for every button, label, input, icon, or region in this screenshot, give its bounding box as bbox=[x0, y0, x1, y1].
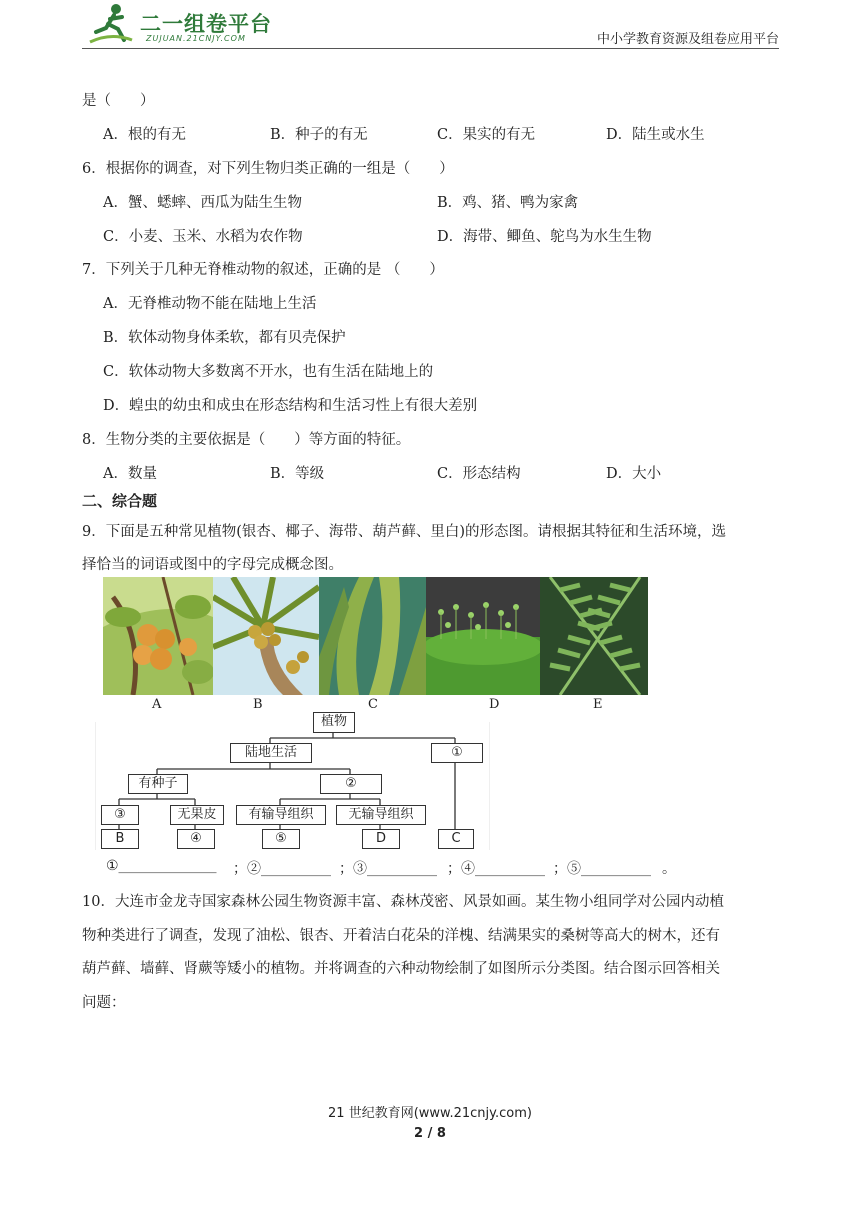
photo-coconut bbox=[213, 577, 319, 695]
photo-label-d: D bbox=[489, 697, 500, 712]
q6-option-b: B．鸡、猪、鸭为家禽 bbox=[437, 195, 579, 211]
q5-option-a: A．根的有无 bbox=[103, 127, 186, 143]
photo-label-b: B bbox=[253, 697, 263, 712]
q10-line2: 物种类进行了调查，发现了油松、银杏、开着洁白花朵的洋槐、结满果实的桑树等高大的树木，还有 bbox=[82, 928, 720, 944]
q7-option-c: C．软体动物大多数离不开水，也有生活在陆地上的 bbox=[103, 364, 434, 380]
node-blank-5: ⑤ bbox=[262, 829, 300, 849]
q7-option-a: A．无脊椎动物不能在陆地上生活 bbox=[103, 296, 317, 312]
blank-5[interactable]: ；⑤__________ bbox=[553, 861, 651, 877]
q9-stem-line2: 择恰当的词语或图中的字母完成概念图。 bbox=[82, 557, 343, 573]
node-land: 陆地生活 bbox=[230, 743, 312, 763]
photo-fern bbox=[540, 577, 648, 695]
photo-kelp bbox=[319, 577, 426, 695]
footer-site: 21 世纪教育网(www.21cnjy.com) bbox=[328, 1106, 532, 1121]
q5-stem-tail: 是（ ） bbox=[82, 93, 155, 109]
page-number: 2 / 8 bbox=[414, 1126, 446, 1141]
node-c: C bbox=[438, 829, 474, 849]
section-heading: 二、综合题 bbox=[82, 492, 158, 510]
node-blank-2: ② bbox=[320, 774, 382, 794]
q10-line1: 10．大连市金龙寺国家森林公园生物资源丰富、森林茂密、风景如画。某生物小组同学对公园内动植 bbox=[82, 894, 724, 910]
node-b: B bbox=[101, 829, 139, 849]
q5-option-c: C．果实的有无 bbox=[437, 127, 536, 143]
node-blank-1: ① bbox=[431, 743, 483, 763]
q8-stem: 8．生物分类的主要依据是（ ）等方面的特征。 bbox=[82, 432, 411, 448]
node-d: D bbox=[362, 829, 400, 849]
blank-1[interactable]: ①______________ bbox=[106, 858, 217, 874]
photo-moss bbox=[426, 577, 540, 695]
node-blank-3: ③ bbox=[101, 805, 139, 825]
photo-ginkgo bbox=[103, 577, 213, 695]
blank-2[interactable]: ；②__________ bbox=[233, 861, 331, 877]
concept-diagram bbox=[95, 712, 490, 850]
node-vascular: 有输导组织 bbox=[236, 805, 326, 825]
q6-stem: 6．根据你的调查，对下列生物归类正确的一组是（ ） bbox=[82, 161, 454, 177]
q9-stem-line1: 9．下面是五种常见植物(银杏、椰子、海带、葫芦藓、里白)的形态图。请根据其特征和生活环境，选 bbox=[82, 524, 727, 540]
plant-photos bbox=[103, 577, 648, 695]
photo-label-c: C bbox=[368, 697, 378, 712]
page-header bbox=[82, 0, 779, 49]
logo-runner-icon bbox=[86, 2, 136, 46]
logo-subtitle: ZUJUAN.21CNJY.COM bbox=[146, 34, 246, 43]
q10-line4: 问题： bbox=[82, 995, 126, 1011]
logo bbox=[86, 2, 286, 46]
photo-label-a: A bbox=[152, 697, 162, 712]
node-plant: 植物 bbox=[313, 712, 355, 733]
q5-option-b: B．种子的有无 bbox=[270, 127, 368, 143]
q8-option-d: D．大小 bbox=[606, 466, 662, 482]
q7-stem: 7．下列关于几种无脊椎动物的叙述，正确的是 （ ） bbox=[82, 262, 444, 278]
blank-end: 。 bbox=[662, 861, 676, 877]
q7-option-d: D．蝗虫的幼虫和成虫在形态结构和生活习性上有很大差别 bbox=[103, 398, 478, 414]
q6-option-d: D．海带、鲫鱼、鸵鸟为水生生物 bbox=[437, 229, 652, 245]
logo-title: 二一组卷平台 bbox=[140, 12, 272, 36]
q7-option-b: B．软体动物身体柔软，都有贝壳保护 bbox=[103, 330, 346, 346]
node-non-vascular: 无输导组织 bbox=[336, 805, 426, 825]
q8-option-c: C．形态结构 bbox=[437, 466, 521, 482]
photo-label-e: E bbox=[593, 697, 603, 712]
q5-option-d: D．陆生或水生 bbox=[606, 127, 705, 143]
q8-option-b: B．等级 bbox=[270, 466, 325, 482]
q6-option-c: C．小麦、玉米、水稻为农作物 bbox=[103, 229, 303, 245]
node-has-seed: 有种子 bbox=[128, 774, 188, 794]
blank-4[interactable]: ；④__________ bbox=[447, 861, 545, 877]
q6-option-a: A．蟹、蟋蟀、西瓜为陆生生物 bbox=[103, 195, 302, 211]
node-blank-4: ④ bbox=[177, 829, 215, 849]
q10-line3: 葫芦藓、墙藓、肾蕨等矮小的植物。并将调查的六种动物绘制了如图所示分类图。结合图示回答相关 bbox=[82, 961, 720, 977]
header-platform-name: 中小学教育资源及组卷应用平台 bbox=[596, 32, 779, 47]
blank-3[interactable]: ；③__________ bbox=[339, 861, 437, 877]
q8-option-a: A．数量 bbox=[103, 466, 157, 482]
node-no-peel: 无果皮 bbox=[170, 805, 224, 825]
